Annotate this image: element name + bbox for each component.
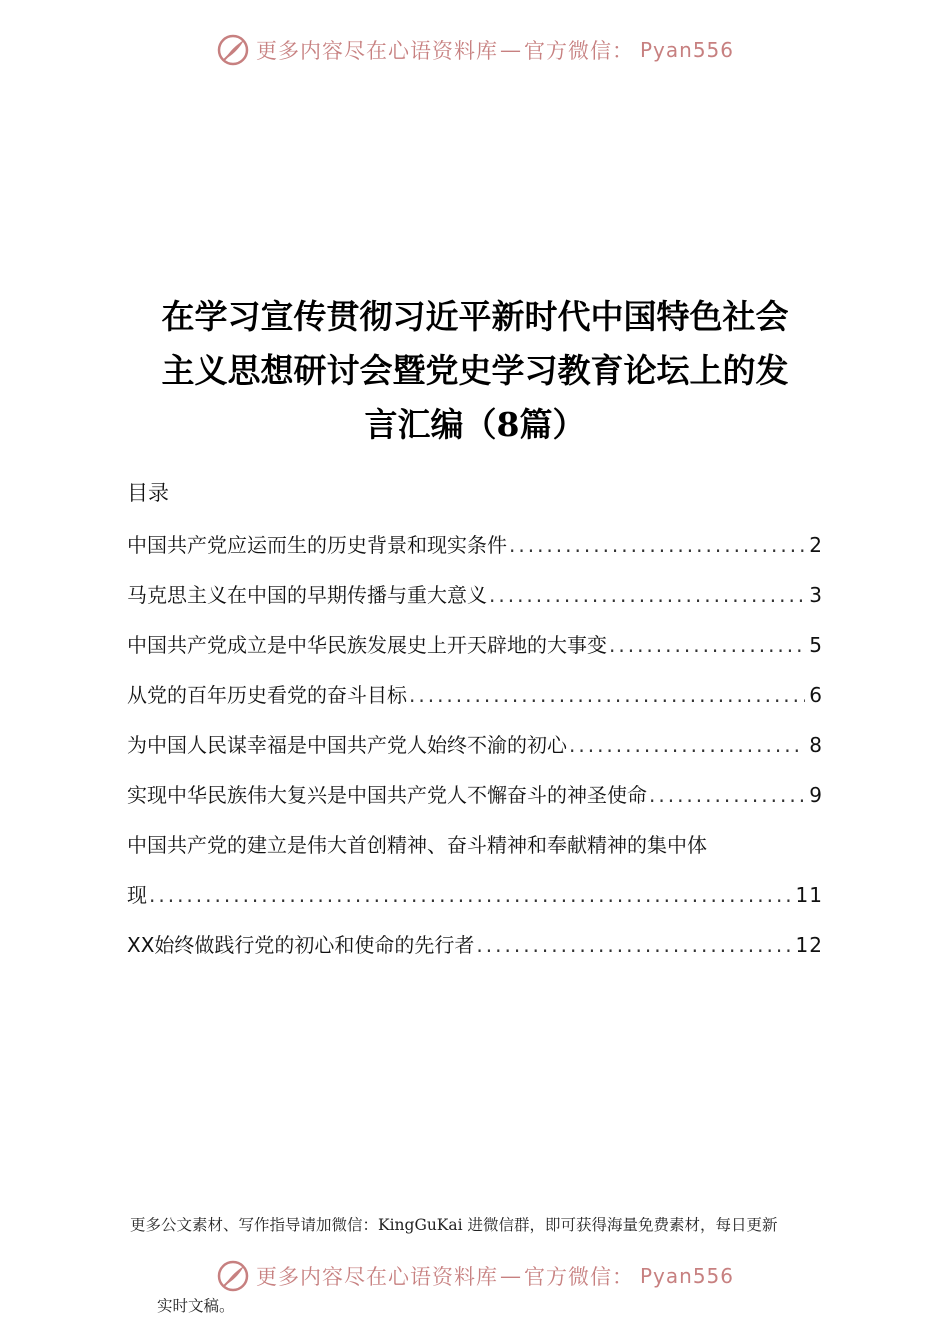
toc-leader-dots: [569, 720, 805, 770]
title-line-2: 主义思想研讨会暨党史学习教育论坛上的发: [161, 351, 789, 390]
toc-entry[interactable]: [127, 920, 823, 970]
footer-watermark: [0, 1256, 950, 1296]
watermark-wechat-label: 官方微信：: [523, 1265, 634, 1289]
toc-entry-title-cont: 现: [127, 883, 147, 907]
title-line-3: 言汇编（8篇）: [364, 405, 586, 444]
toc-entry[interactable]: [127, 820, 823, 920]
toc-entry[interactable]: [127, 670, 823, 720]
document-title: [100, 290, 850, 452]
toc-entry-page: 2: [809, 533, 823, 557]
watermark-handle: Pyan556: [639, 1264, 734, 1288]
toc-entry-page: 8: [809, 733, 823, 757]
toc-entry[interactable]: [127, 520, 823, 570]
toc-entry-page: 6: [809, 683, 823, 707]
toc-entry-title: 从党的百年历史看党的奋斗目标: [127, 683, 407, 707]
toc-entry-title: 中国共产党的建立是伟大首创精神、奋斗精神和奉献精神的集中体: [127, 833, 707, 857]
toc-entry-title: 实现中华民族伟大复兴是中国共产党人不懈奋斗的神圣使命: [127, 783, 647, 807]
toc-entry-page: 3: [809, 583, 823, 607]
footer-note: 更多公文素材、写作指导请加微信：KingGuKai 进微信群，即可获得海量免费素材，每日更新: [130, 1216, 778, 1234]
watermark-text: 更多内容尽在心语资料库: [255, 1265, 498, 1289]
toc-list: [127, 520, 823, 970]
toc-entry-title: 马克思主义在中国的早期传播与重大意义: [127, 583, 487, 607]
title-line-1: 在学习宣传贯彻习近平新时代中国特色社会: [161, 297, 789, 336]
toc-entry[interactable]: [127, 720, 823, 770]
watermark-separator: —: [499, 38, 522, 62]
toc-entry[interactable]: [127, 570, 823, 620]
header-watermark: [0, 30, 950, 70]
toc-entry-page: 12: [795, 933, 823, 957]
toc-entry-continuation: [127, 870, 823, 920]
toc-entry-title: XX始终做践行党的初心和使命的先行者: [127, 933, 475, 957]
feather-logo-icon: [216, 33, 250, 67]
toc-leader-dots: [489, 570, 805, 620]
toc-leader-dots: [649, 770, 805, 820]
toc-leader-dots: [509, 520, 805, 570]
toc-leader-dots: [149, 870, 792, 920]
watermark-text: 更多内容尽在心语资料库: [255, 39, 498, 63]
toc-entry-page: 11: [795, 883, 823, 907]
footer-note-tail: 实时文稿。: [157, 1297, 235, 1315]
toc-heading: 目录: [127, 481, 169, 505]
watermark-separator: —: [499, 1264, 522, 1288]
toc-leader-dots: [609, 620, 805, 670]
toc-entry[interactable]: [127, 620, 823, 670]
toc-entry-title: 中国共产党应运而生的历史背景和现实条件: [127, 533, 507, 557]
feather-logo-icon: [216, 1259, 250, 1293]
toc-entry-title: 中国共产党成立是中华民族发展史上开天辟地的大事变: [127, 633, 607, 657]
toc-entry-title: 为中国人民谋幸福是中国共产党人始终不渝的初心: [127, 733, 567, 757]
watermark-handle: Pyan556: [639, 38, 734, 62]
toc-leader-dots: [409, 670, 805, 720]
table-of-contents: [127, 472, 823, 970]
toc-leader-dots: [476, 920, 791, 970]
toc-entry-page: 5: [809, 633, 823, 657]
toc-entry-page: 9: [809, 783, 823, 807]
toc-entry[interactable]: [127, 770, 823, 820]
watermark-wechat-label: 官方微信：: [523, 39, 634, 63]
